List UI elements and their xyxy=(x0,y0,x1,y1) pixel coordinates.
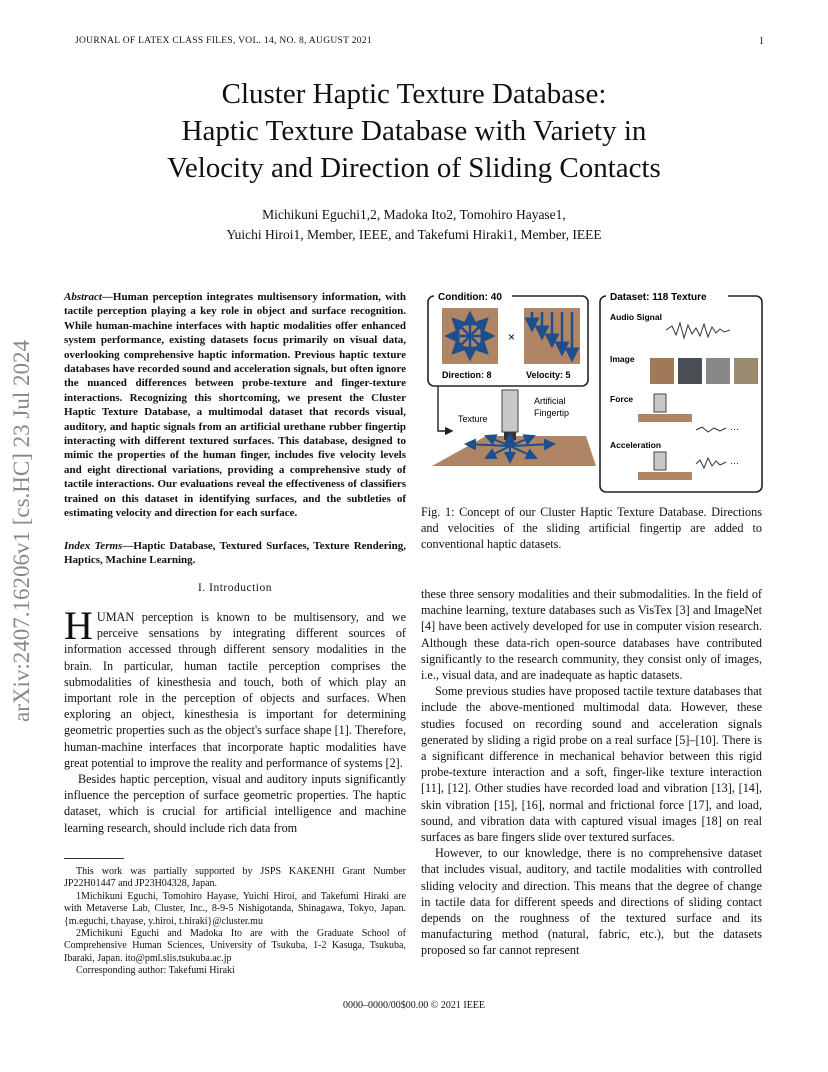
concept-diagram xyxy=(426,286,764,496)
authors-line: Yuichi Hiroi1, Member, IEEE, and Takefumi Hiraki1, Member, IEEE xyxy=(226,227,602,242)
intro-text xyxy=(64,603,406,836)
direction-arrows xyxy=(447,313,493,359)
texture-image xyxy=(734,358,758,384)
index-terms-label: Index Terms xyxy=(64,540,123,552)
dataset-label: Dataset: 118 Texture xyxy=(610,292,707,303)
velocity-label: Velocity: 5 xyxy=(526,370,571,380)
title-line: Cluster Haptic Texture Database: xyxy=(221,78,607,110)
abstract-label: Abstract xyxy=(64,291,102,303)
section-heading: I. Introduction xyxy=(198,582,272,594)
abstract-text: Human perception integrates multisensory information, with tactile perception playing a key role in object and surface recognition. While human-machine interfaces with haptic modalities offer enhanced system performance, existing datasets focus primarily on visual data, overlooking comprehensive haptic information. Previous haptic texture databases have recorded sound and acceleration signals, but often ignore the nuanced differences between probe-texture and finger-texture interactions. Recognizing this shortcoming, we present the Cluster Haptic Texture Database, a multimodal dataset that records visual, auditory, and haptic signals from an artificial urethane rubber fingertip interacting with different textured surfaces. This database, designed to mimic the properties of the human finger, includes five velocity levels and eight directional variations, providing a comprehensive study of tactile interactions. Our evaluations reveal the effectiveness of classifiers trained on this dataset in identifying surfaces, and the subtleties of estimating velocity and direction for each surface. xyxy=(64,291,406,520)
force-signal xyxy=(696,427,726,432)
texture-image xyxy=(706,358,730,384)
texture-label: Texture xyxy=(458,414,488,424)
footnote: 1Michikuni Eguchi, Tomohiro Hayase, Yuichi Hiroi, and Takefumi Hiraki are with Metaverse Lab, Cluster, Inc., 8-9-5 Nishigotanda, Shinagawa, Tokyo, Japan. {m.eguchi, t.hayase, y.hiroi, t.hiraki}@cluster.mu xyxy=(64,890,406,927)
connector-arrow xyxy=(438,386,452,431)
accel-surface xyxy=(638,472,692,480)
condition-label: Condition: 40 xyxy=(438,292,502,303)
paragraph: Besides haptic perception, visual and auditory inputs significantly influence the perception of surface geometric properties. The haptic dataset, which is crucial for artificial intelligence and machine learning research, should include rich data from xyxy=(64,772,406,835)
times-symbol: × xyxy=(508,330,516,344)
footnote: Corresponding author: Takefumi Hiraki xyxy=(76,965,235,977)
figure-caption: Fig. 1: Concept of our Cluster Haptic Texture Database. Directions and velocities of the sliding artificial fingertip are added to conventional haptic datasets. xyxy=(421,505,762,552)
fingertip-label: Artificial xyxy=(534,396,566,406)
drop-cap: H xyxy=(64,603,93,648)
accel-fingertip xyxy=(654,452,666,470)
arxiv-id: arXiv:2407.16206v1 [cs.HC] 23 Jul 2024 xyxy=(9,339,34,723)
copyright-footer: 0000–0000/00$00.00 © 2021 IEEE xyxy=(342,1000,486,1011)
texture-surface xyxy=(432,436,596,466)
arxiv-sidebar xyxy=(4,296,40,766)
paragraph-text: UMAN perception is known to be multisensory, and we perceive sensations by integrating different sources of information accessed through different sensory modalities in the brain. In particular, human tactile perception comprises the submodalities of kinesthesia and touch, both of which play an important role in the perception of objects and surfaces. When exploring an object, kinesthesia is important for determining geometric properties such as the object's surface shape [1]. Therefore, human-machine interfaces that incorporate haptic modalities have great potential to improve the reality and performance of systems [2]. xyxy=(64,610,406,770)
author-list xyxy=(80,205,748,245)
force-fingertip xyxy=(654,394,666,412)
audio-label: Audio Signal xyxy=(610,312,662,322)
paragraph: these three sensory modalities and their submodalities. In the field of machine learning, texture databases such as VisTex [3] and ImageNet [4] have been actively developed for use in computer vision research. Although these data-rich open-source databases have contributed significantly to the research community, they consist only of images, i.e., visual data, and are inadequate as haptic datasets. xyxy=(421,587,762,683)
running-header: JOURNAL OF LATEX CLASS FILES, VOL. 14, NO. 8, AUGUST 2021 xyxy=(75,36,372,46)
texture-image xyxy=(678,358,702,384)
authors-line: Michikuni Eguchi1,2, Madoka Ito2, Tomohiro Hayase1, xyxy=(262,207,566,222)
title-line: Haptic Texture Database with Variety in xyxy=(181,115,647,147)
paragraph: However, to our knowledge, there is no comprehensive dataset that includes visual, auditory, and tactile modalities with controlled sliding velocity and direction. This means that the degree of change in tactile data for different speeds and directions of sliding contact depends on the roughness of the textured surface and its manufacturing method (natural, fabric, etc.), but the datasets proposed so far cannot represent xyxy=(421,846,762,958)
texture-image xyxy=(650,358,674,384)
paragraph: Some previous studies have proposed tactile texture databases that include the above-mentioned multimodal data. However, these studies focused on recording sound and acceleration signals generated by sliding a rigid probe on a real surface [5]–[10]. There is a significant difference in mechanical behavior between this rigid probe-texture interaction and a soft, finger-like texture interaction [11], [12]. Other studies have recorded load and vibration [13], [14], skin vibration [15], [16], normal and frictional force [17], and load, sound, and vibration data with captured visual images [18] on real surfaces as bare fingers slide over textured surfaces. xyxy=(421,684,762,845)
abstract: Abstract—Human perception integrates multisensory information, with tactile perception playing a key role in object and surface recognition. While human-machine interfaces with haptic modalities offer enhanced system performance, existing datasets focus primarily on visual data, overlooking comprehensive haptic information. Previous haptic texture databases have recorded sound and acceleration signals, but often ignore the nuanced differences between probe-texture and finger-texture interactions. Recognizing this shortcoming, we present the Cluster Haptic Texture Database, a multimodal dataset that records visual, auditory, and haptic signals from an artificial urethane rubber fingertip interacting with different textured surfaces. This database, designed to mimic the properties of the human finger, includes five velocity levels and eight directional variations, providing a comprehensive study of tactile interactions. Our evaluations reveal the effectiveness of classifiers trained on this dataset in identifying surfaces, and the subtleties of estimating velocity and direction for each surface. xyxy=(64,291,406,520)
footnote: 2Michikuni Eguchi and Madoka Ito are with the Graduate School of Comprehensive Human Sciences, University of Tsukuba, 1-2 Kasuga, Tsukuba, Ibaraki, Japan. ito@pml.slis.tsukuba.ac.jp xyxy=(64,928,406,964)
accel-label: Acceleration xyxy=(610,440,662,450)
paper-title xyxy=(60,76,768,187)
footnote: This work was partially supported by JSPS KAKENHI Grant Number JP22H01447 and JP23H04328, Japan. xyxy=(64,866,406,890)
fingertip-label: Fingertip xyxy=(534,408,570,418)
fingertip-body xyxy=(502,390,518,432)
ellipsis: ··· xyxy=(730,458,739,468)
paragraph xyxy=(64,603,406,771)
accel-signal xyxy=(696,458,726,468)
audio-waveform xyxy=(666,323,730,338)
direction-label: Direction: 8 xyxy=(442,370,492,380)
ellipsis: ··· xyxy=(730,424,739,434)
figure-1 xyxy=(426,286,764,496)
force-surface xyxy=(638,414,692,422)
page-number: 1 xyxy=(759,36,764,47)
footnotes xyxy=(64,866,406,978)
force-label: Force xyxy=(610,394,634,404)
index-terms: Index Terms—Haptic Database, Textured Surfaces, Texture Rendering, Haptics, Machine Learning. xyxy=(64,540,406,567)
footnote-rule xyxy=(64,858,124,859)
title-line: Velocity and Direction of Sliding Contacts xyxy=(167,152,661,184)
right-column-text xyxy=(421,586,762,959)
index-terms-text: Haptic Database, Textured Surfaces, Texture Rendering, Haptics, Machine Learning. xyxy=(64,540,406,567)
image-label: Image xyxy=(610,354,635,364)
